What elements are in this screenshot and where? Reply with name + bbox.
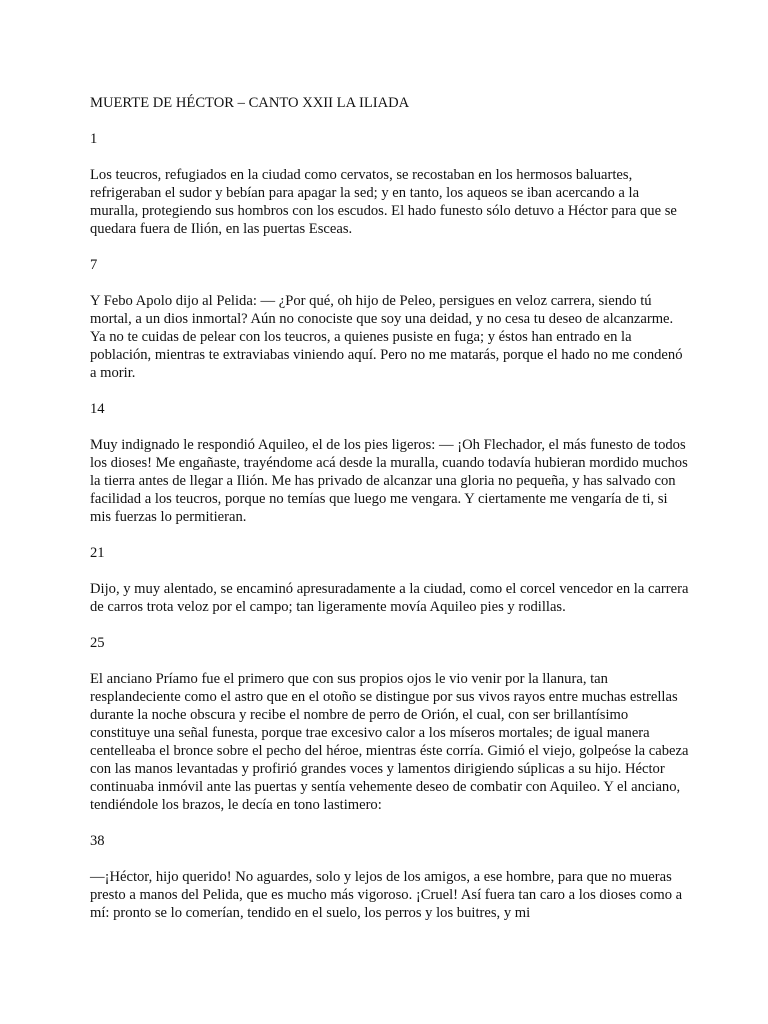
section-number: 7 (90, 257, 98, 273)
section-number: 1 (90, 131, 98, 147)
section-number: 21 (90, 545, 105, 561)
section-paragraph: Y Febo Apolo dijo al Pelida: — ¿Por qué, oh hijo de Peleo, persigues en veloz carrera, siendo tú mortal, a un dios inmortal? Aún no conociste que soy una deidad, y no cesa tu deseo de alcanzarme. Ya no te cuidas de pelear con los teucros, a quienes pusiste en fuga; y éstos han entrado en la población, mientras te extraviabas viniendo aquí. Pero no me matarás, porque el hado no me condenó a morir. (90, 293, 683, 381)
section-paragraph: El anciano Príamo fue el primero que con sus propios ojos le vio venir por la llanura, tan resplandeciente como el astro que en el otoño se distingue por sus vivos rayos entre muchas estrellas durante la noche obscura y recibe el nombre de perro de Orión, el cual, con ser brillantísimo constituye una señal funesta, porque trae excesivo calor a los míseros mortales; de igual manera centelleaba el bronce sobre el pecho del héroe, mientras éste corría. Gimió el viejo, golpeóse la cabeza con las manos levantadas y profirió grandes voces y lamentos dirigiendo súplicas a su hijo. Héctor continuaba inmóvil ante las puertas y sentía vehemente deseo de combatir con Aquileo. Y el anciano, tendiéndole los brazos, le decía en tono lastimero: (90, 671, 689, 813)
section-number: 25 (90, 635, 105, 651)
section-paragraph: Dijo, y muy alentado, se encaminó apresuradamente a la ciudad, como el corcel vencedor en la carrera de carros trota veloz por el campo; tan ligeramente movía Aquileo pies y rodillas. (90, 581, 689, 615)
section-paragraph: Muy indignado le respondió Aquileo, el de los pies ligeros: — ¡Oh Flechador, el más funesto de todos los dioses! Me engañaste, trayéndome acá desde la muralla, cuando todavía hubieran mordido muchos la tierra antes de llegar a Ilión. Me has privado de alcanzar una gloria no pequeña, y has salvado con facilidad a los teucros, porque no temías que luego me vengara. Y ciertamente me vengaría de ti, si mis fuerzas lo permitieran. (90, 437, 688, 525)
section-paragraph: —¡Héctor, hijo querido! No aguardes, solo y lejos de los amigos, a ese hombre, para que no mueras presto a manos del Pelida, que es mucho más vigoroso. ¡Cruel! Así fuera tan caro a los dioses como a mí: pronto se lo comerían, tendido en el suelo, los perros y los buitres, y mi (90, 869, 683, 921)
section-number: 14 (90, 401, 105, 417)
document-title: MUERTE DE HÉCTOR – CANTO XXII LA ILIADA (90, 95, 410, 111)
section-paragraph: Los teucros, refugiados en la ciudad como cervatos, se recostaban en los hermosos baluartes, refrigeraban el sudor y bebían para apagar la sed; y en tanto, los aqueos se iban acercando a la muralla, protegiendo sus hombros con los escudos. El hado funesto sólo detuvo a Héctor para que se quedara fuera de Ilión, en las puertas Esceas. (90, 167, 677, 237)
section-number: 38 (90, 833, 105, 849)
document-content (90, 94, 690, 940)
